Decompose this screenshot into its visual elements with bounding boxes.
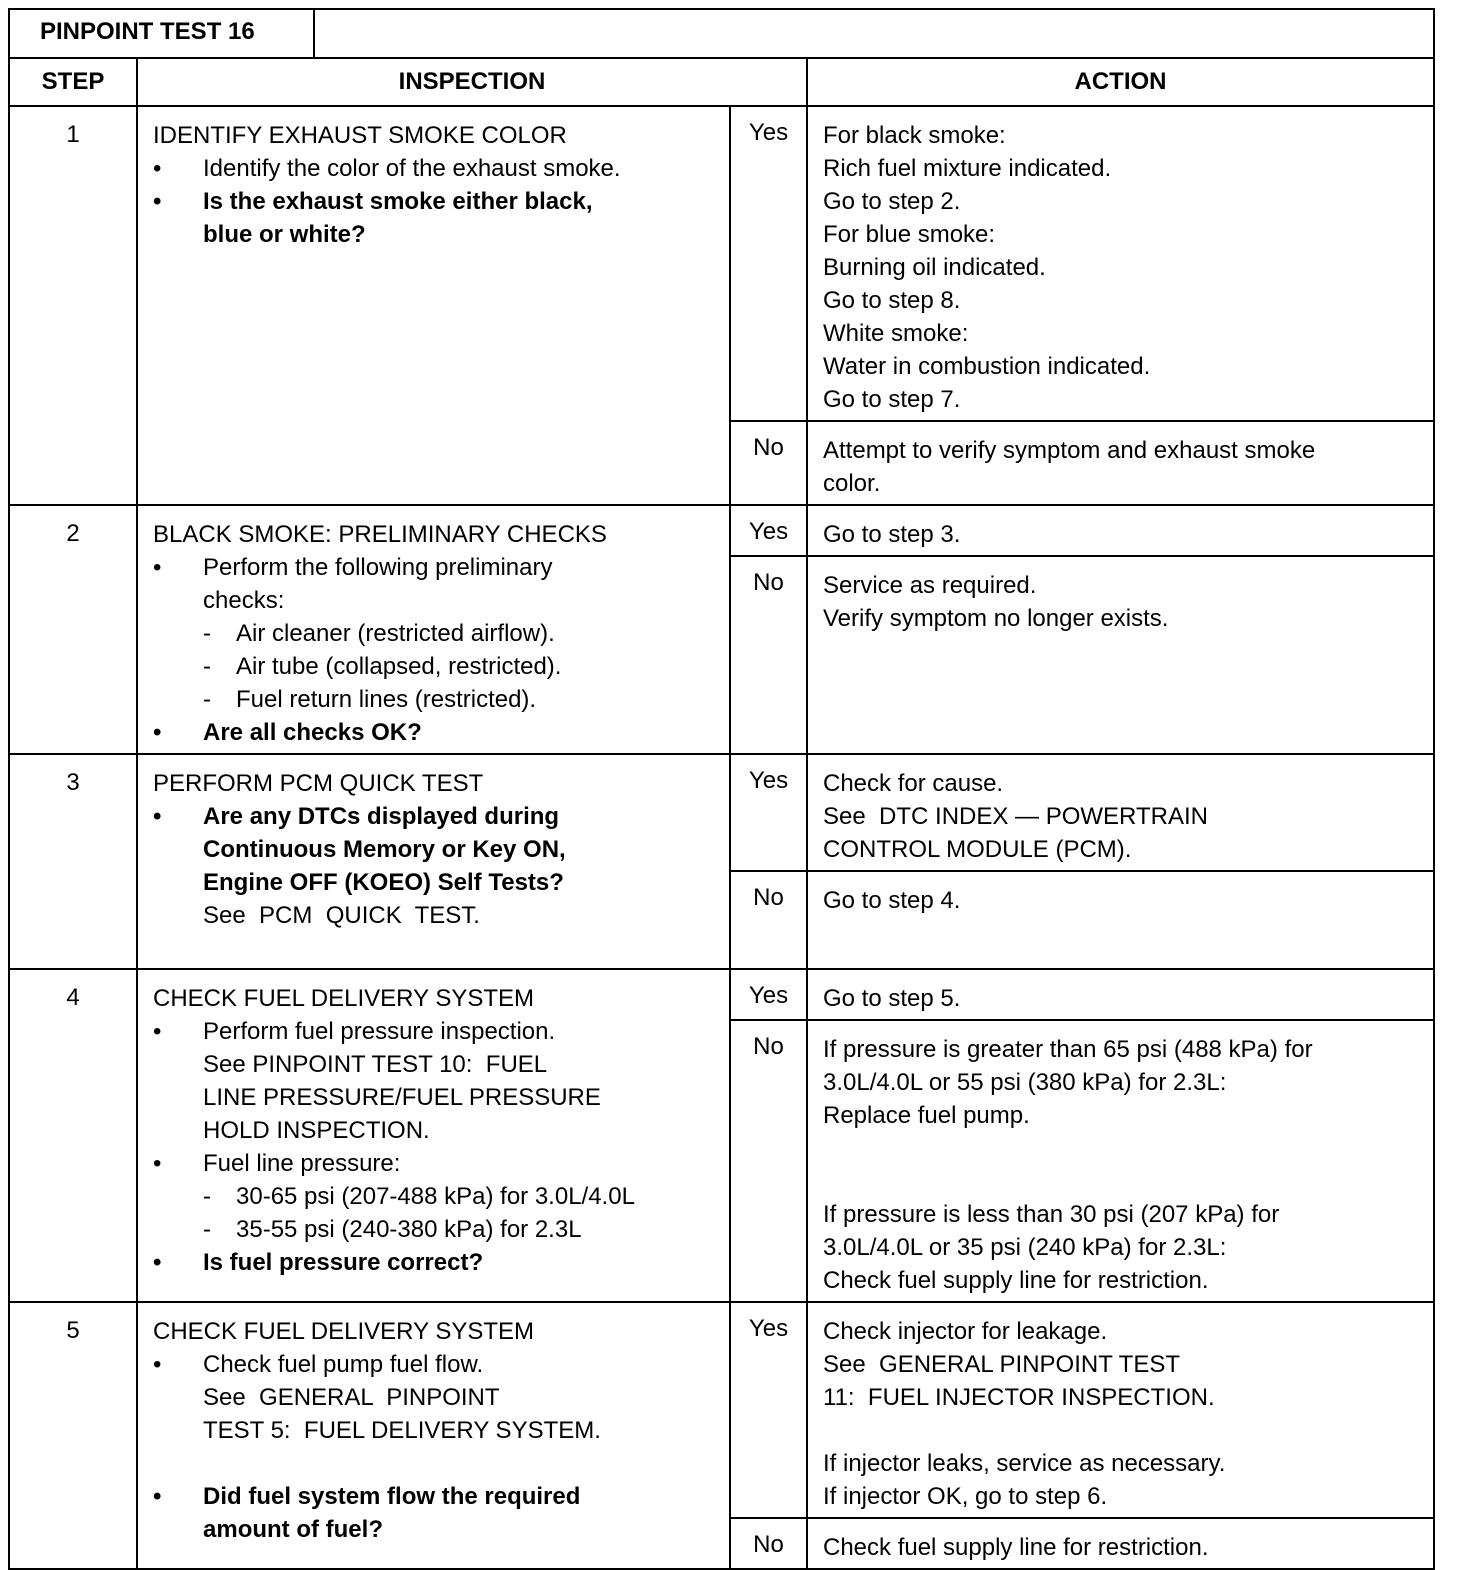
action-line: 3.0L/4.0L or 35 psi (240 kPa) for 2.3L: (823, 1234, 1227, 1261)
action-line: Attempt to verify symptom and exhaust smoke (823, 437, 1316, 464)
pressure-spec: - 35-55 psi (240-380 kPa) for 2.3L (153, 1213, 723, 1246)
action-line: 3.0L/4.0L or 55 psi (380 kPa) for 2.3L: (823, 1069, 1227, 1096)
step-title: IDENTIFY EXHAUST SMOKE COLOR (153, 122, 567, 149)
step-5-yes-action (807, 1302, 1434, 1518)
step-4-inspection (137, 969, 730, 1302)
bullet-line: Perform the following preliminary (203, 554, 553, 581)
action-line: Verify symptom no longer exists. (823, 605, 1169, 632)
step-3-inspection (137, 754, 730, 969)
step-2-yes-action (807, 505, 1434, 556)
step-number: 4 (9, 969, 137, 1302)
step-4-yes-action (807, 969, 1434, 1020)
action-line: Go to step 7. (823, 386, 961, 413)
step-2-yes-row (9, 505, 1434, 556)
question-line: blue or white? (203, 221, 366, 248)
action-line: Check fuel supply line for restriction. (823, 1267, 1209, 1294)
step-3-no-action (807, 871, 1434, 969)
title-row (9, 9, 1434, 58)
bullet-line: Perform fuel pressure inspection. (203, 1018, 556, 1045)
question-line: Engine OFF (KOEO) Self Tests? (203, 869, 564, 896)
inspection-bullet (153, 1348, 723, 1447)
inspection-bullet: • Fuel line pressure: (153, 1147, 723, 1180)
title-blank-cell (314, 9, 1434, 58)
action-line: Burning oil indicated. (823, 254, 1046, 281)
step-5-no-action (807, 1518, 1434, 1569)
inspection-bullet: • Identify the color of the exhaust smoke. (153, 152, 723, 185)
step-title: CHECK FUEL DELIVERY SYSTEM (153, 1318, 534, 1345)
action-line: color. (823, 470, 881, 497)
inspection-bullet (153, 1015, 723, 1147)
action-line: Go to step 2. (823, 188, 961, 215)
no-label: No (730, 421, 807, 505)
step-2-no-action (807, 556, 1434, 754)
inspection-question (153, 800, 723, 899)
step-3-yes-row (9, 754, 1434, 871)
step-1-yes-row (9, 106, 1434, 421)
action-line: Service as required. (823, 572, 1037, 599)
action-line: Replace fuel pump. (823, 1102, 1030, 1129)
step-title: BLACK SMOKE: PRELIMINARY CHECKS (153, 521, 607, 548)
action-column-header: ACTION (807, 58, 1434, 106)
bullet-line: TEST 5: FUEL DELIVERY SYSTEM. (203, 1417, 601, 1444)
check-item: - Fuel return lines (restricted). (153, 683, 723, 716)
step-column-header: STEP (9, 58, 137, 106)
step-number: 1 (9, 106, 137, 505)
check-item: - Air tube (collapsed, restricted). (153, 650, 723, 683)
action-line: If injector leaks, service as necessary. (823, 1450, 1226, 1477)
spacer (153, 1447, 723, 1480)
step-4-no-action (807, 1020, 1434, 1302)
question-line: Are any DTCs displayed during (203, 803, 560, 830)
action-line: Check for cause. (823, 770, 1004, 797)
action-line: If pressure is greater than 65 psi (488 kPa) for (823, 1036, 1313, 1063)
step-number: 5 (9, 1302, 137, 1569)
inspection-bullet (153, 551, 723, 617)
bullet-line: HOLD INSPECTION. (203, 1117, 430, 1144)
action-line: For blue smoke: (823, 221, 996, 248)
test-title: PINPOINT TEST 16 (9, 9, 314, 58)
yes-label: Yes (730, 754, 807, 871)
step-1-inspection (137, 106, 730, 505)
inspection-question (153, 1480, 723, 1546)
pinpoint-test-table (8, 8, 1435, 1570)
question-line: Continuous Memory or Key ON, (203, 836, 566, 863)
action-line: Check injector for leakage. (823, 1318, 1108, 1345)
no-label: No (730, 1518, 807, 1569)
action-line: 11: FUEL INJECTOR INSPECTION. (823, 1384, 1215, 1411)
step-2-inspection (137, 505, 730, 754)
action-line: CONTROL MODULE (PCM). (823, 836, 1132, 863)
action-line: Check fuel supply line for restriction. (823, 1534, 1209, 1561)
step-5-inspection (137, 1302, 730, 1569)
no-label: No (730, 871, 807, 969)
inspection-column-header: INSPECTION (137, 58, 807, 106)
action-line: See GENERAL PINPOINT TEST (823, 1351, 1180, 1378)
question-line: Is the exhaust smoke either black, (203, 188, 593, 215)
question-line: Did fuel system flow the required (203, 1483, 581, 1510)
action-line: For black smoke: (823, 122, 1006, 149)
step-number: 3 (9, 754, 137, 969)
step-5-yes-row (9, 1302, 1434, 1518)
action-line: Go to step 8. (823, 287, 961, 314)
bullet-line: checks: (203, 587, 285, 614)
step-1-yes-action (807, 106, 1434, 421)
reference-line: See PCM QUICK TEST. (203, 902, 480, 929)
yes-label: Yes (730, 505, 807, 556)
action-line: If injector OK, go to step 6. (823, 1483, 1108, 1510)
step-4-yes-row (9, 969, 1434, 1020)
spacer (823, 1132, 1427, 1165)
action-line: Water in combustion indicated. (823, 353, 1151, 380)
bullet-line: See GENERAL PINPOINT (203, 1384, 500, 1411)
step-title: PERFORM PCM QUICK TEST (153, 770, 484, 797)
inspection-question: • Are all checks OK? (153, 716, 723, 749)
action-line: Go to step 5. (823, 985, 961, 1012)
header-row (9, 58, 1434, 106)
question-line: amount of fuel? (203, 1516, 383, 1543)
bullet-line: LINE PRESSURE/FUEL PRESSURE (203, 1084, 601, 1111)
spacer (823, 1165, 1427, 1198)
action-line: Go to step 3. (823, 521, 961, 548)
inspection-question (153, 185, 723, 251)
yes-label: Yes (730, 969, 807, 1020)
bullet-line: See PINPOINT TEST 10: FUEL (203, 1051, 548, 1078)
action-line: If pressure is less than 30 psi (207 kPa) for (823, 1201, 1280, 1228)
no-label: No (730, 1020, 807, 1302)
step-3-yes-action (807, 754, 1434, 871)
action-line: Go to step 4. (823, 887, 961, 914)
action-line: Rich fuel mixture indicated. (823, 155, 1112, 182)
spacer (823, 1414, 1427, 1447)
pressure-spec: - 30-65 psi (207-488 kPa) for 3.0L/4.0L (153, 1180, 723, 1213)
step-1-no-action (807, 421, 1434, 505)
inspection-question: • Is fuel pressure correct? (153, 1246, 723, 1279)
no-label: No (730, 556, 807, 754)
yes-label: Yes (730, 106, 807, 421)
action-line: White smoke: (823, 320, 969, 347)
check-item: - Air cleaner (restricted airflow). (153, 617, 723, 650)
step-title: CHECK FUEL DELIVERY SYSTEM (153, 985, 534, 1012)
yes-label: Yes (730, 1302, 807, 1518)
bullet-line: Check fuel pump fuel flow. (203, 1351, 484, 1378)
step-number: 2 (9, 505, 137, 754)
action-line: See DTC INDEX — POWERTRAIN (823, 803, 1208, 830)
